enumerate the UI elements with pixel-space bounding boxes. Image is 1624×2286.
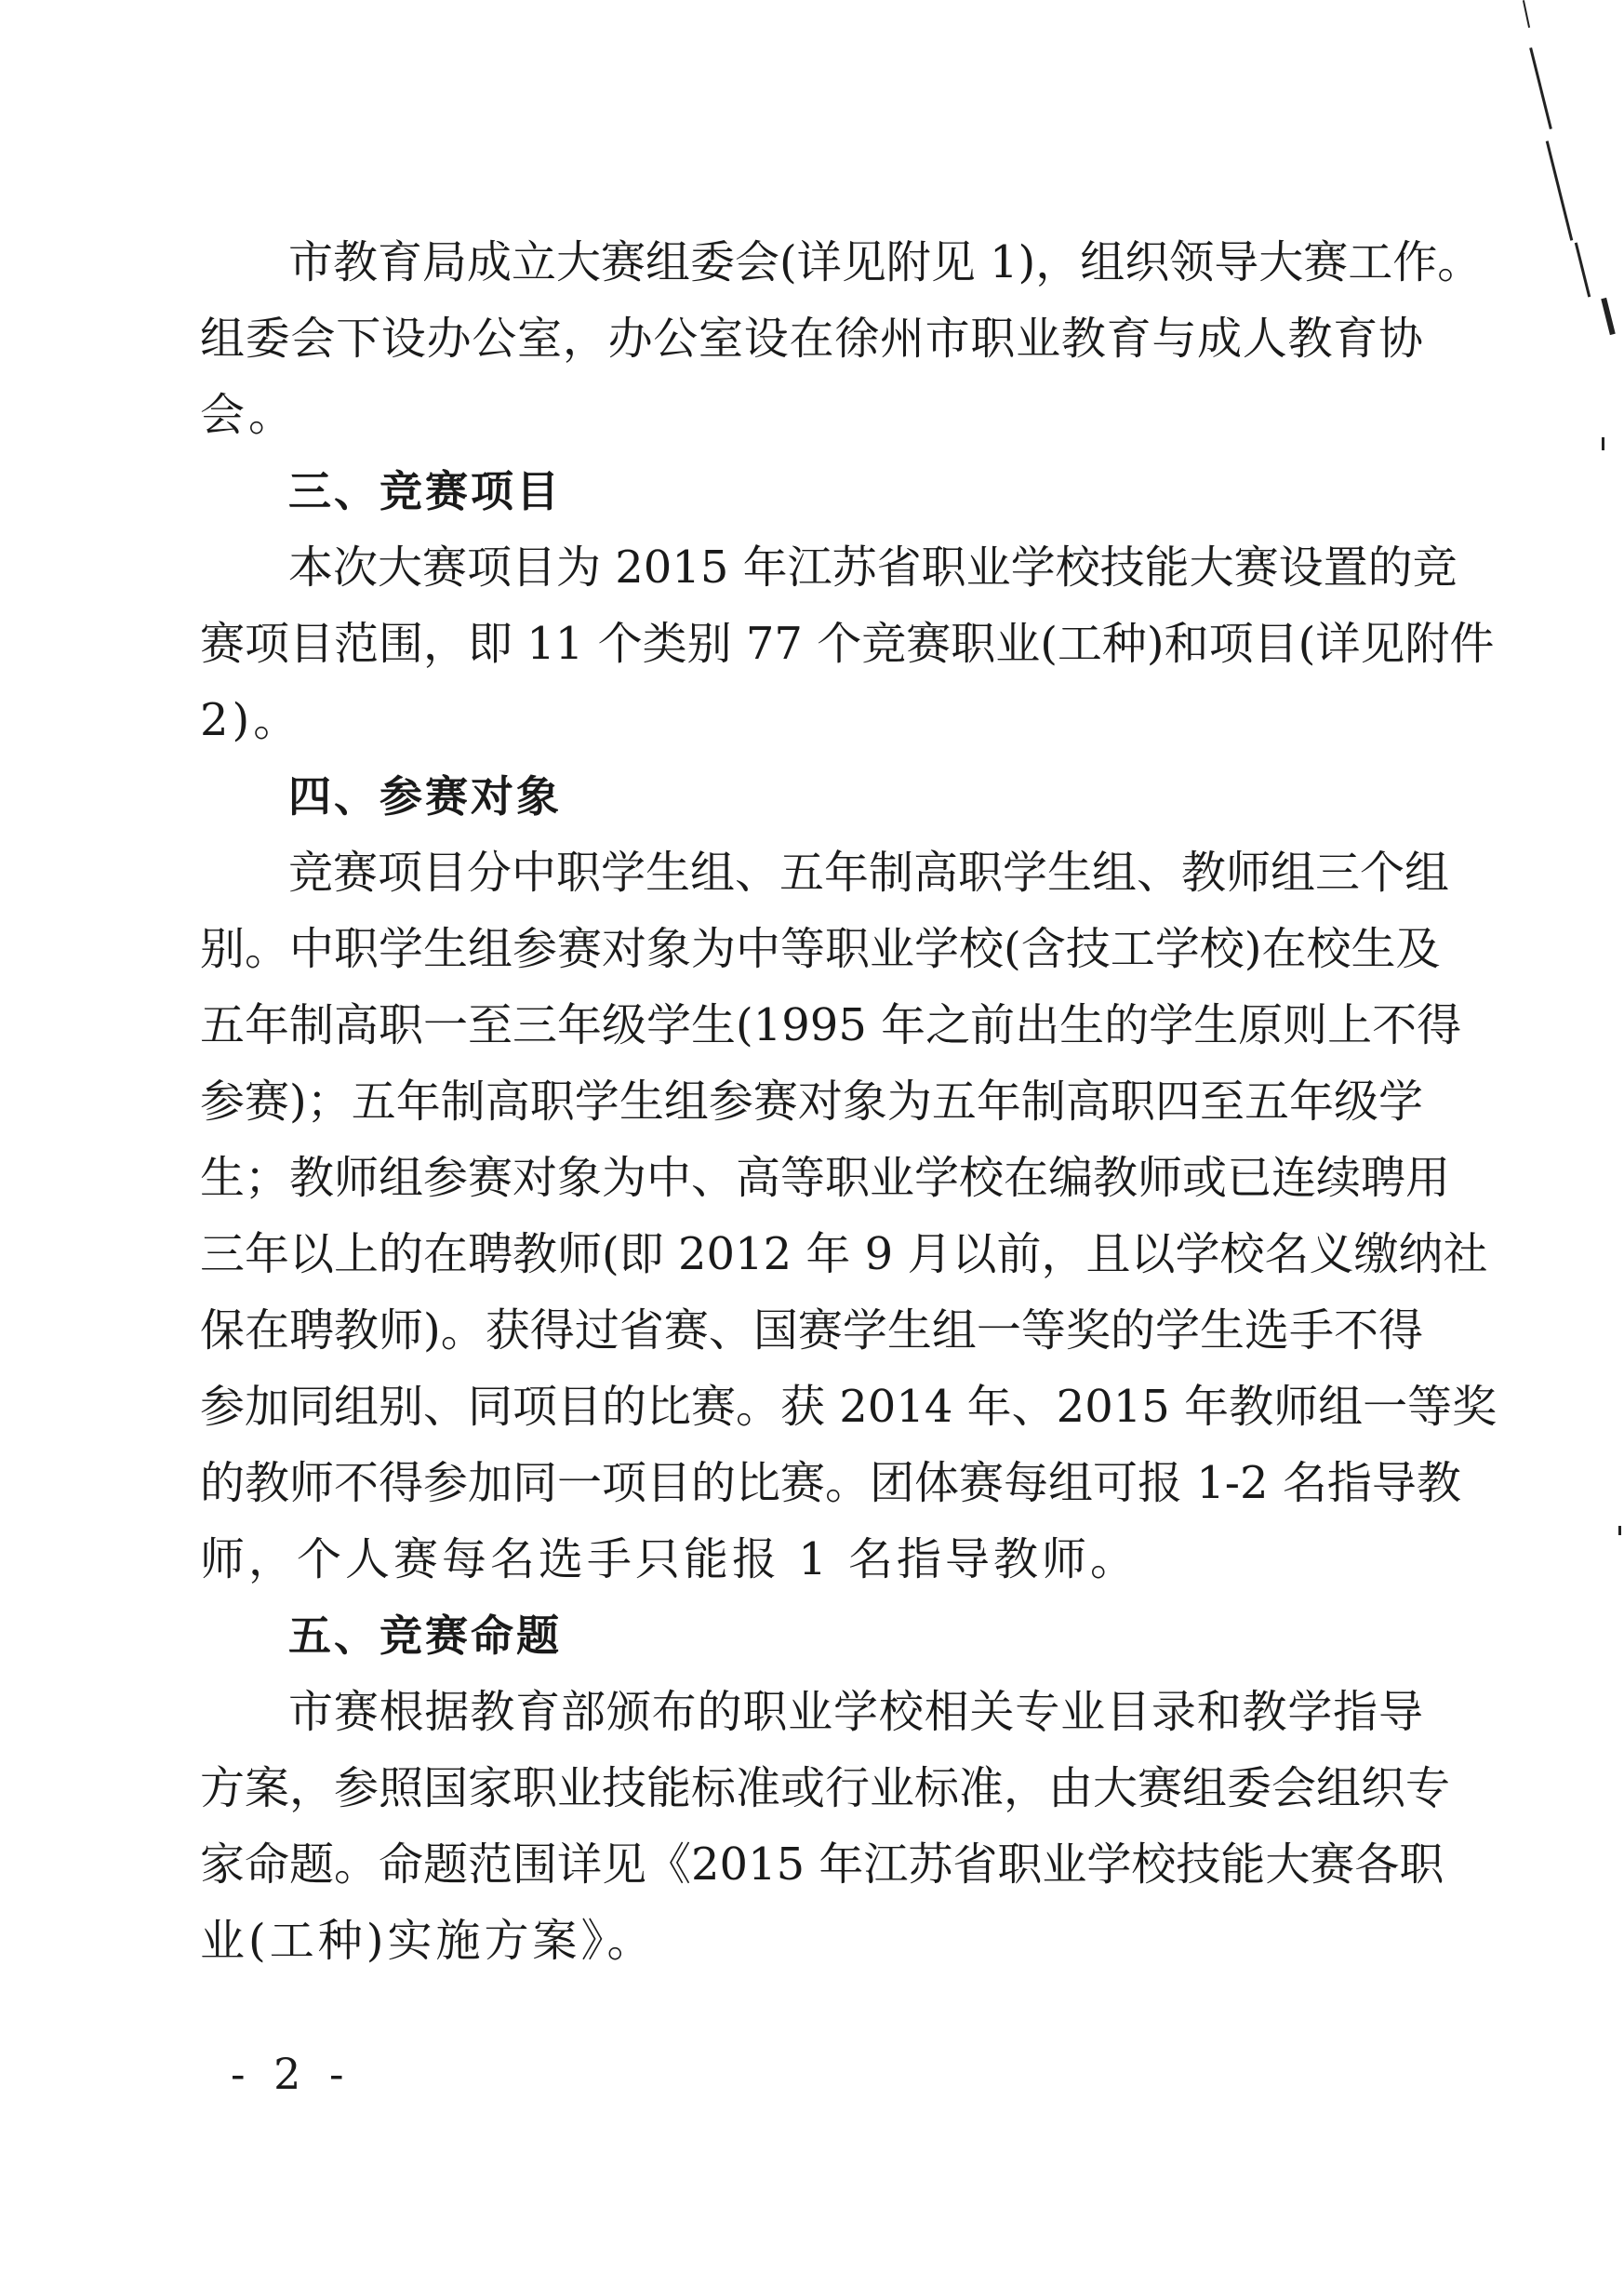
page-number: - 2 - bbox=[231, 2049, 352, 2099]
scan-edge-mark bbox=[1601, 298, 1615, 335]
organizer-paragraph-line-1: 市教育局成立大赛组委会(详见附见 1)，组织领导大赛工作。 bbox=[288, 236, 1483, 288]
section-three-line-2: 赛项目范围，即 11 个类别 77 个竞赛职业(工种)和项目(详见附件 bbox=[200, 618, 1495, 670]
scan-edge-mark bbox=[1523, 0, 1530, 28]
section-four-line-5: 生；教师组参赛对象为中、高等职业学校在编教师或已连续聘用 bbox=[200, 1152, 1451, 1204]
section-four-line-10: 师，个人赛每名选手只能报 1 名指导教师。 bbox=[200, 1533, 1139, 1585]
section-three-line-1: 本次大赛项目为 2015 年江苏省职业学校技能大赛设置的竞 bbox=[288, 541, 1458, 594]
organizer-paragraph-line-2: 组委会下设办公室，办公室设在徐州市职业教育与成人教育协 bbox=[200, 313, 1423, 365]
scan-edge-mark bbox=[1529, 47, 1552, 129]
section-five-line-2: 方案，参照国家职业技能标准或行业标准，由大赛组委会组织专 bbox=[200, 1762, 1451, 1814]
section-four-line-7: 保在聘教师)。获得过省赛、国赛学生组一等奖的学生选手不得 bbox=[200, 1304, 1423, 1357]
section-four-line-4: 参赛)；五年制高职学生组参赛对象为五年制高职四至五年级学 bbox=[200, 1076, 1423, 1128]
scan-edge-mark bbox=[1602, 437, 1604, 450]
section-four-line-2: 别。中职学生组参赛对象为中等职业学校(含技工学校)在校生及 bbox=[200, 923, 1441, 975]
scan-edge-mark bbox=[1618, 1526, 1621, 1535]
section-four-line-9: 的教师不得参加同一项目的比赛。团体赛每组可报 1-2 名指导教 bbox=[200, 1457, 1461, 1509]
section-five-heading: 五、竞赛命题 bbox=[288, 1611, 562, 1661]
section-four-line-3: 五年制高职一至三年级学生(1995 年之前出生的学生原则上不得 bbox=[200, 999, 1462, 1051]
section-four-line-1: 竞赛项目分中职学生组、五年制高职学生组、教师组三个组 bbox=[288, 847, 1450, 899]
section-five-line-3: 家命题。命题范围详见《2015 年江苏省职业学校技能大赛各职 bbox=[200, 1838, 1444, 1891]
section-five-line-1: 市赛根据教育部颁布的职业学校相关专业目录和教学指导 bbox=[288, 1686, 1423, 1738]
scan-edge-mark bbox=[1546, 140, 1574, 240]
section-five-line-4: 业(工种)实施方案》。 bbox=[200, 1915, 656, 1967]
section-four-heading: 四、参赛对象 bbox=[288, 771, 562, 822]
section-four-line-6: 三年以上的在聘教师(即 2012 年 9 月以前，且以学校名义缴纳社 bbox=[200, 1228, 1488, 1280]
section-three-line-3: 2)。 bbox=[200, 694, 302, 746]
section-four-line-8: 参加同组别、同项目的比赛。获 2014 年、2015 年教师组一等奖 bbox=[200, 1381, 1498, 1433]
organizer-paragraph-line-3: 会。 bbox=[200, 389, 298, 441]
section-three-heading: 三、竞赛项目 bbox=[288, 466, 562, 516]
scan-edge-mark bbox=[1575, 243, 1591, 298]
